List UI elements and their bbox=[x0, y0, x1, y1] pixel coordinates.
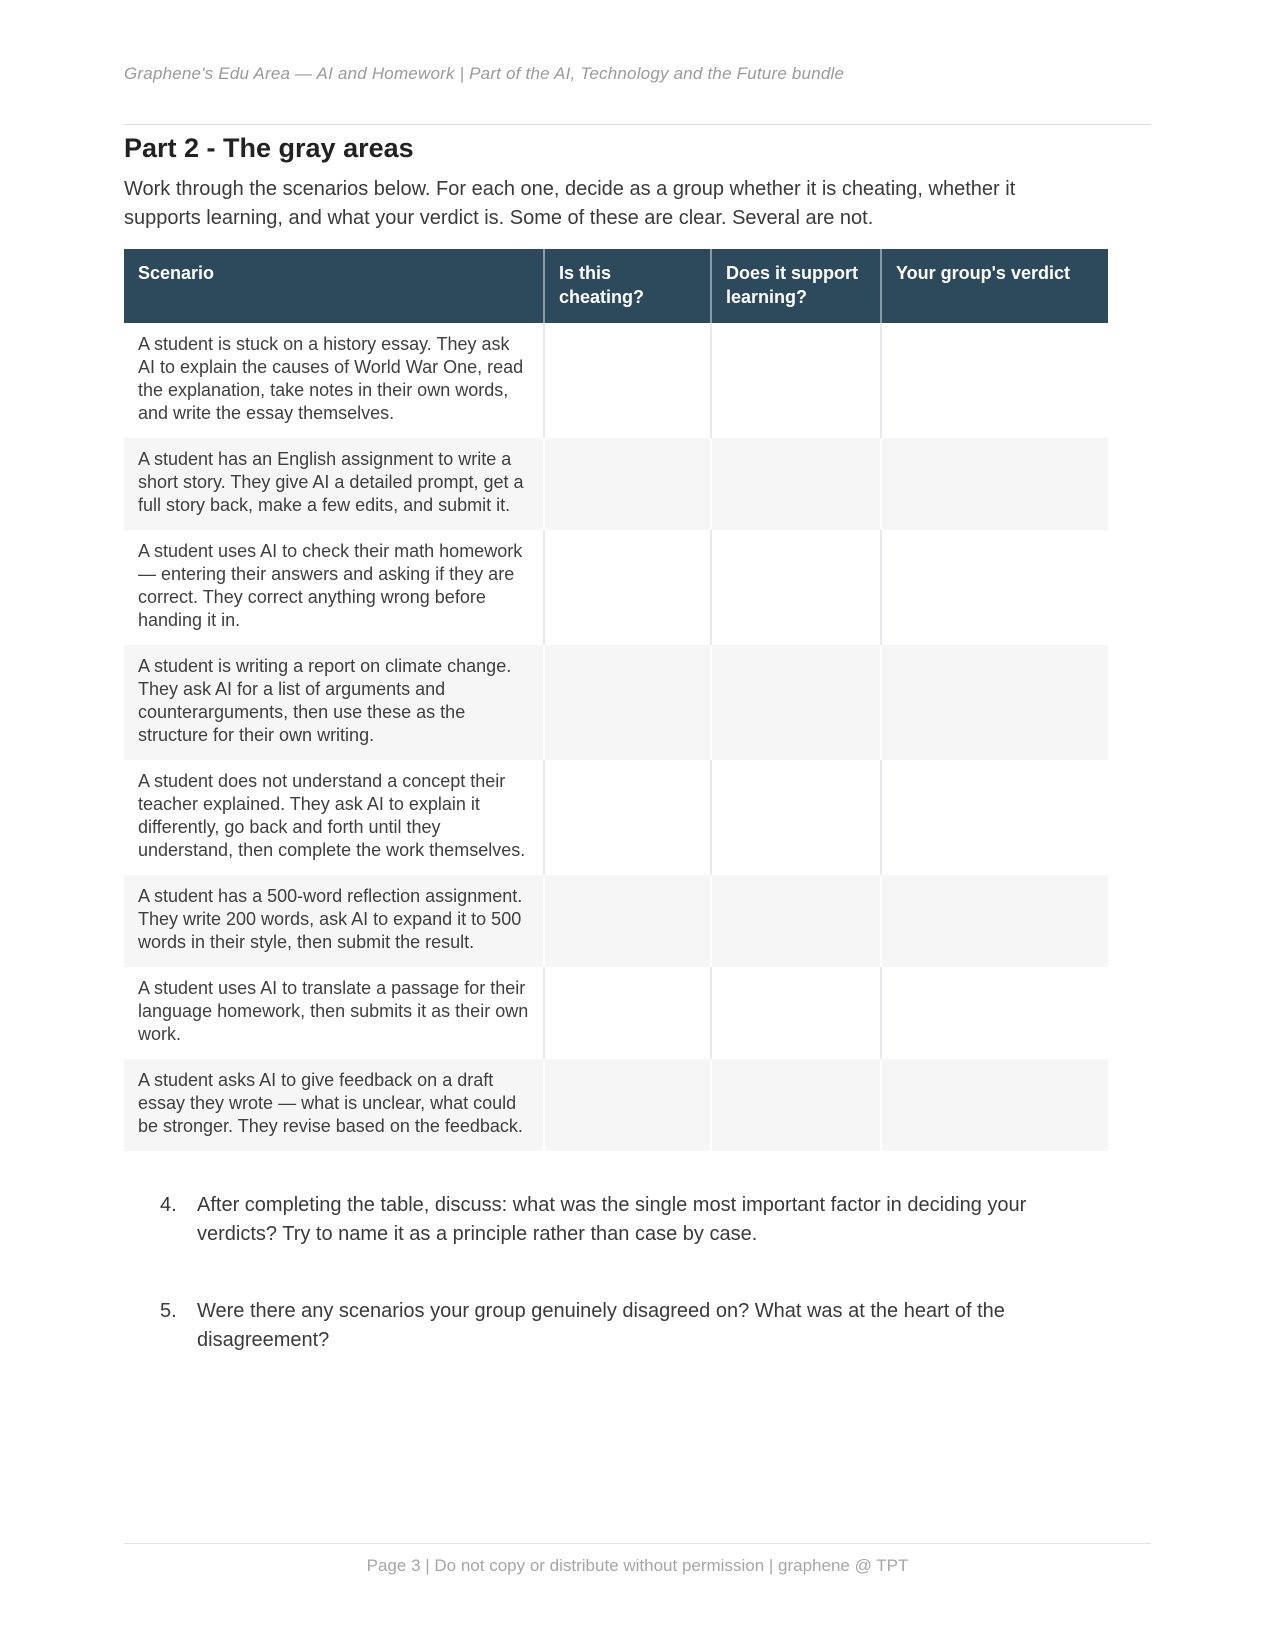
answer-cell-learning bbox=[710, 1059, 880, 1151]
answer-cell-verdict bbox=[880, 967, 1108, 1059]
answer-cell-verdict bbox=[880, 323, 1108, 438]
answer-cell-cheating bbox=[543, 875, 710, 967]
table-row bbox=[124, 760, 1108, 875]
answer-cell-learning bbox=[710, 645, 880, 760]
intro-paragraph: Work through the scenarios below. For each one, decide as a group whether it is cheating, whether it supports learning, and what your verdict is. Some of these are clear. Several are not. bbox=[124, 178, 1016, 229]
question-text: After completing the table, discuss: what was the single most important factor in deciding your verdicts? Try to name it as a principle rather than case by case. bbox=[197, 1194, 1027, 1245]
section-divider bbox=[124, 124, 1151, 125]
answer-cell-verdict bbox=[880, 645, 1108, 760]
table-header-row bbox=[124, 249, 1108, 323]
question-number: 4. bbox=[160, 1194, 177, 1216]
answer-cell-cheating bbox=[543, 323, 710, 438]
table-row bbox=[124, 967, 1108, 1059]
column-header-your-groups-verdict: Your group's verdict bbox=[880, 249, 1108, 323]
scenario-cell: A student asks AI to give feedback on a draft essay they wrote — what is unclear, what could be stronger. They revise based on the feedback. bbox=[138, 1070, 523, 1136]
answer-cell-learning bbox=[710, 438, 880, 530]
table-row bbox=[124, 438, 1108, 530]
answer-cell-verdict bbox=[880, 438, 1108, 530]
answer-cell-learning bbox=[710, 323, 880, 438]
table-row bbox=[124, 530, 1108, 645]
answer-cell-cheating bbox=[543, 967, 710, 1059]
footer-text: Page 3 | Do not copy or distribute without permission | graphene @ TPT bbox=[366, 1556, 909, 1575]
page-title: Part 2 - The gray areas bbox=[124, 133, 414, 163]
scenario-cell: A student is stuck on a history essay. They ask AI to explain the causes of World War One, read the explanation, take notes in their own words, and write the essay themselves. bbox=[138, 334, 524, 423]
answer-cell-cheating bbox=[543, 1059, 710, 1151]
answer-cell-learning bbox=[710, 760, 880, 875]
table-row bbox=[124, 1059, 1108, 1151]
question-text: Were there any scenarios your group genuinely disagreed on? What was at the heart of the disagreement? bbox=[197, 1300, 1005, 1351]
discussion-question-5 bbox=[124, 1297, 1151, 1355]
scenario-cell: A student has an English assignment to write a short story. They give AI a detailed prompt, get a full story back, make a few edits, and submit it. bbox=[138, 449, 524, 515]
discussion-question-4 bbox=[124, 1191, 1151, 1249]
page-footer bbox=[124, 1543, 1151, 1576]
scenario-table bbox=[124, 249, 1108, 1151]
answer-cell-verdict bbox=[880, 875, 1108, 967]
answer-cell-verdict bbox=[880, 760, 1108, 875]
table-row bbox=[124, 323, 1108, 438]
scenario-cell: A student uses AI to translate a passage for their language homework, then submits it as their own work. bbox=[138, 978, 529, 1044]
scenario-cell: A student has a 500-word reflection assignment. They write 200 words, ask AI to expand it to 500 words in their style, then submit the result. bbox=[138, 886, 523, 952]
document-header: Graphene's Edu Area — AI and Homework | Part of the AI, Technology and the Future bundle bbox=[124, 64, 845, 83]
scenario-cell: A student does not understand a concept their teacher explained. They ask AI to explain it differently, go back and forth until they understand, then complete the work themselves. bbox=[138, 771, 526, 860]
column-header-scenario: Scenario bbox=[138, 263, 215, 283]
answer-cell-cheating bbox=[543, 438, 710, 530]
scenario-cell: A student uses AI to check their math homework — entering their answers and asking if they are correct. They correct anything wrong before handing it in. bbox=[138, 541, 523, 630]
answer-cell-cheating bbox=[543, 645, 710, 760]
answer-cell-learning bbox=[710, 530, 880, 645]
answer-cell-cheating bbox=[543, 760, 710, 875]
answer-cell-cheating bbox=[543, 530, 710, 645]
scenario-cell: A student is writing a report on climate change. They ask AI for a list of arguments and counterarguments, then use these as the structure for their own writing. bbox=[138, 656, 512, 745]
table-body bbox=[124, 323, 1108, 1151]
table-row bbox=[124, 645, 1108, 760]
answer-cell-verdict bbox=[880, 1059, 1108, 1151]
column-header-does-it-support-learning: Does it support learning? bbox=[710, 249, 880, 323]
answer-cell-learning bbox=[710, 967, 880, 1059]
column-header-is-this-cheating: Is this cheating? bbox=[543, 249, 710, 323]
answer-cell-learning bbox=[710, 875, 880, 967]
table-row bbox=[124, 875, 1108, 967]
question-number: 5. bbox=[160, 1300, 177, 1322]
answer-cell-verdict bbox=[880, 530, 1108, 645]
